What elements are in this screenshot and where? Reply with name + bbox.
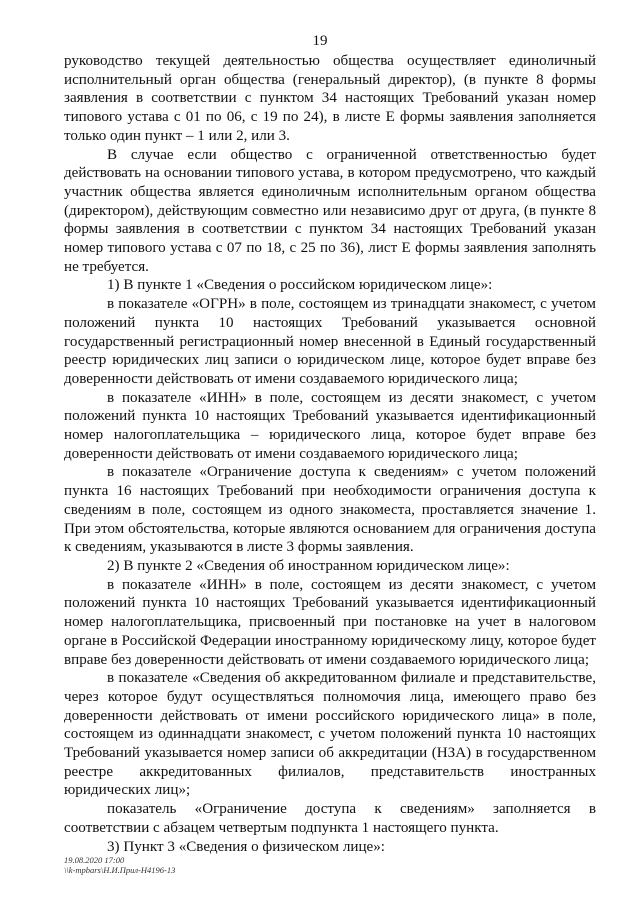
paragraph: в показателе «ИНН» в поле, состоящем из десяти знакомест, с учетом положений пункта 10 настоящих Требований указывается идентификационный номер налогоплательщика, присвоенный при постановке на учет в налоговом органе в Российской Федерации иностранному юридическому лицу, которое будет вправе без доверенности действовать от имени создаваемого юридического лица; — [64, 576, 596, 668]
paragraph: показатель «Ограничение доступа к сведениям» заполняется в соответствии с абзацем четвертым подпункта 1 настоящего пункта. — [64, 801, 596, 836]
document-body — [64, 52, 596, 856]
paragraph: 3) Пункт 3 «Сведения о физическом лице»: — [107, 838, 385, 855]
paragraph: в показателе «ОГРН» в поле, состоящем из тринадцати знакомест, с учетом положений пункта 10 настоящих Требований указывается основной государственный регистрационный номер внесенной в Единый государственный реестр юридических лиц записи о юридическом лице, которое будет вправе без доверенности действовать от имени создаваемого юридического лица; — [64, 296, 596, 387]
paragraph: в показателе «Ограничение доступа к сведениям» с учетом положений пункта 16 настоящих Требований при необходимости ограничения доступа к сведениям в поле, состоящем из одного знакоместа, проставляется значение 1. При этом обстоятельства, которые являются основанием для ограничения доступа к сведениям, указываются в листе 3 формы заявления. — [64, 464, 596, 556]
paragraph: 2) В пункте 2 «Сведения об иностранном юридическом лице»: — [107, 557, 510, 574]
paragraph: В случае если общество с ограниченной ответственностью будет действовать на основании типового устава, в котором предусмотрено, что каждый участник общества является единоличным исполнительным органом общества (директором), действующим совместно или независимо друг от друга, (в пункте 8 формы заявления в соответствии с пунктом 34 настоящих Требований указан номер типового устава с 07 по 18, с 25 по 36), лист Е формы заявления заполнять не требуется. — [64, 146, 596, 275]
document-footer — [64, 855, 175, 875]
footer-date: 19.08.2020 17:00 — [64, 855, 125, 865]
page-number: 19 — [312, 33, 328, 49]
paragraph: в показателе «ИНН» в поле, состоящем из десяти знакомест, с учетом положений пункта 10 настоящих Требований указывается идентификационный номер налогоплательщика – юридического лица, которое будет вправе без доверенности действовать от имени создаваемого юридического лица; — [64, 389, 596, 462]
paragraph: руководство текущей деятельностью общества осуществляет единоличный исполнительный орган общества (генеральный директор), (в пункте 8 формы заявления в соответствии с пунктом 34 настоящих Требований указан номер типового устава с 01 по 06, с 19 по 24), в листе Е формы заявления заполняется только один пункт – 1 или 2, или 3. — [64, 53, 596, 144]
paragraph: в показателе «Сведения об аккредитованном филиале и представительстве, через которое будут осуществляться полномочия лица, имеющего право без доверенности действовать от имени российского юридического лица» в поле, состоящем из одиннадцати знакомест, с учетом положений пункта 10 настоящих Требований указывается номер записи об аккредитации (НЗА) в государственном реестре аккредитованных филиалов, представительств иностранных юридических лиц»; — [64, 670, 596, 799]
paragraph: 1) В пункте 1 «Сведения о российском юридическом лице»: — [107, 277, 493, 294]
footer-file-path: \\k-mpbars\Н.И.Прил-Н4196-13 — [64, 865, 176, 875]
